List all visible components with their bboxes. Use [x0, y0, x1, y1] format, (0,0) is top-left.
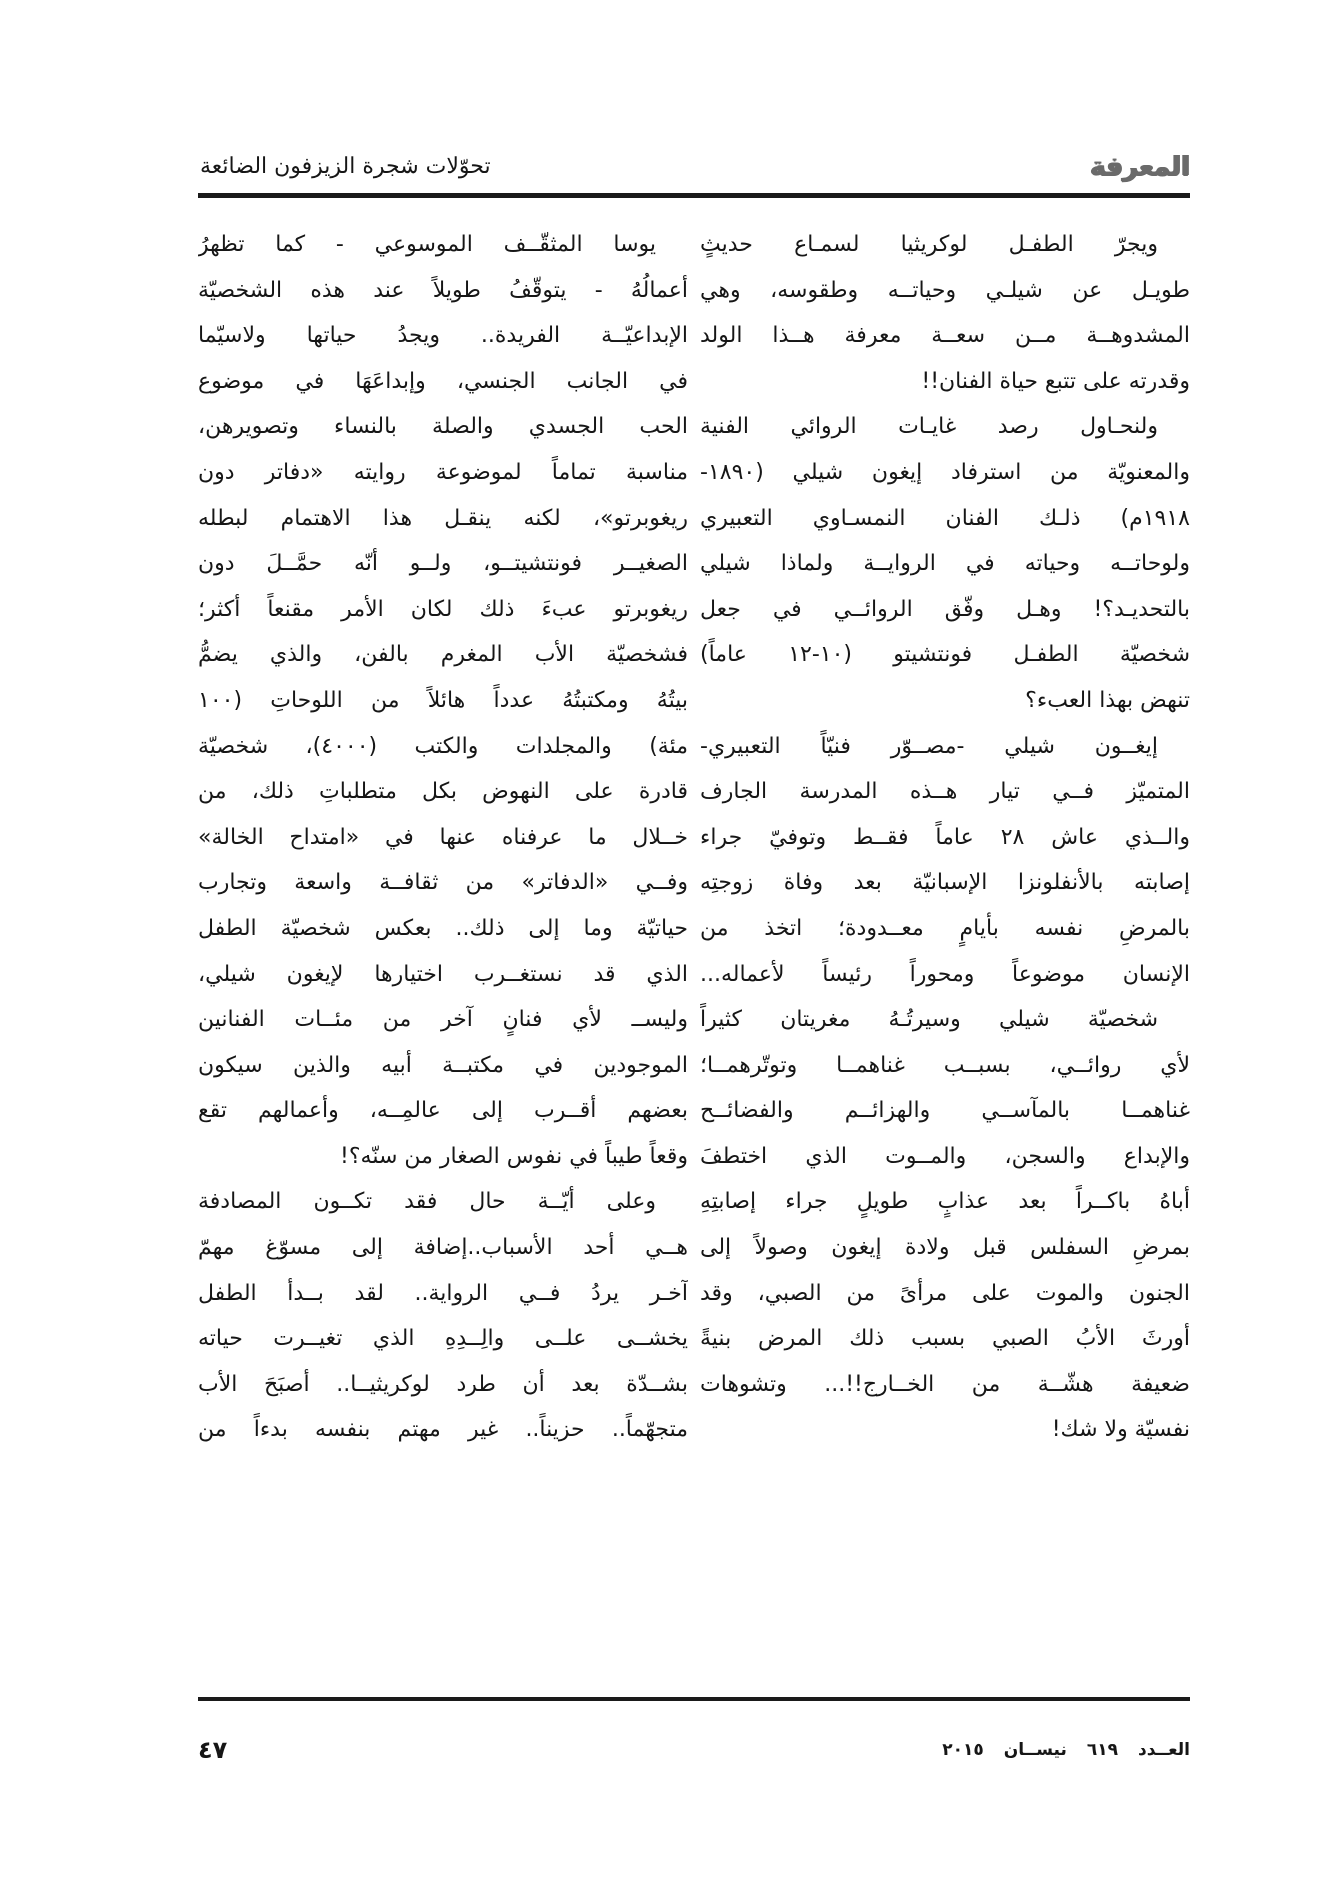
- text-line: وقعاً طيباً في نفوس الصغار من سنّه؟!: [340, 1143, 688, 1169]
- text-line: ريغوبرتو»، لكنه ينقـل هذا الاهتمام لبطله: [198, 505, 688, 531]
- text-line: يوسا المثقّــف الموسوعي - كما تظهرُ: [198, 232, 656, 257]
- magazine-logo: المعرفة: [1090, 152, 1190, 182]
- text-line: في الجانب الجنسي، وإبداعَهَا في موضوع: [198, 368, 688, 394]
- text-line: شخصيّة شيلي وسيرتُـهُ مغريتان كثيراً: [700, 1007, 1158, 1033]
- text-line: قادرة على النهوض بكل متطلباتِ ذلك، من: [198, 779, 688, 805]
- text-line: مئة) والمجلدات والكتب (٤٠٠٠)، شخصيّة: [198, 733, 688, 759]
- text-line: أورثَ الأبُ الصبي بسبب ذلك المرض بنيةً: [700, 1326, 1190, 1352]
- text-line: خــلال ما عرفناه عنها في «امتداح الخالة»: [198, 824, 688, 850]
- issue-info: [890, 1735, 1190, 1765]
- text-line: فشخصيّة الأب المغرم بالفن، والذي يضمُّ: [198, 642, 688, 668]
- text-line: بالمرضِ نفسه بأيامٍ معــدودة؛ اتخذ من: [700, 915, 1190, 941]
- text-line: ريغوبرتو عبءَ ذلك لكان الأمر مقنعاً أكثر؛: [198, 596, 688, 622]
- text-line: طويـل عن شيلـي وحياتــه وطقوسه، وهي: [700, 277, 1190, 303]
- text-line: والمعنويّة من استرفاد إيغون شيلي (١٨٩٠-: [700, 459, 1190, 485]
- text-line: بشــدّة بعد أن طرد لوكريثيــا.. أصبَحَ الأب: [198, 1371, 688, 1397]
- issue-month: نيســان: [1003, 1740, 1067, 1760]
- text-line: آخـر يردُ فــي الرواية.. لقد بــدأ الطفل: [198, 1280, 688, 1306]
- text-line: الذي قد نستغــرب اختيارها لإيغون شيلي،: [198, 961, 688, 987]
- footer-rule: [198, 1697, 1190, 1701]
- running-title: تحوّلات شجرة الزيزفون الضائعة: [200, 154, 491, 179]
- text-line: ضعيفة هشّــة من الخــارج!!... وتشوهات: [700, 1371, 1190, 1397]
- text-line: حياتيّة وما إلى ذلك.. بعكس شخصيّة الطفل: [198, 915, 688, 941]
- text-line: نفسيّة ولا شك!: [1051, 1417, 1190, 1443]
- text-line: ولنحـاول رصد غايـات الروائي الفنية: [700, 414, 1158, 440]
- text-line: وفــي «الدفاتر» من ثقافــة واسعة وتجارب: [198, 870, 688, 896]
- text-line: وقدرته على تتبع حياة الفنان!!: [921, 368, 1190, 394]
- text-line: الإنسان موضوعاً ومحوراً رئيساً لأعماله...: [700, 961, 1190, 987]
- text-line: تنهض بهذا العبء؟: [1025, 687, 1190, 713]
- text-line: بالتحديـد؟! وهـل وفّق الروائــي في جعل: [700, 596, 1190, 622]
- text-line: المتميّز فــي تيار هــذه المدرسة الجارف: [700, 779, 1190, 805]
- issue-year: ٢٠١٥: [942, 1740, 984, 1760]
- text-line: متجهّماً.. حزيناً.. غير مهتم بنفسه بدءاً من: [198, 1417, 688, 1443]
- text-line: يخشــى علــى والِــدِهِ الذي تغيــرت حياته: [198, 1326, 688, 1352]
- page-number: ٤٧: [198, 1736, 228, 1764]
- text-column-left: [198, 222, 688, 1692]
- text-line: إصابته بالأنفلونزا الإسبانيّة بعد وفاة زوجتِه: [700, 870, 1190, 896]
- text-line: وليســ لأي فنانٍ آخر من مئــات الفنانين: [198, 1007, 688, 1033]
- text-line: والــذي عاش ٢٨ عاماً فقــط وتوفيّ جراء: [700, 824, 1190, 850]
- text-line: أعمالُهُ - يتوقّفُ طويلاً عند هذه الشخصيّة: [198, 277, 688, 303]
- text-line: بمرضِ السفلس قبل ولادة إيغون وصولاً إلى: [700, 1235, 1190, 1261]
- text-line: الإبداعيّــة الفريدة.. ويجدُ حياتها ولاسيّما: [198, 323, 688, 349]
- text-line: شخصيّة الطفـل فونتشيتو (١٠-١٢ عاماً): [700, 642, 1190, 668]
- text-line: الحب الجسدي والصلة بالنساء وتصويرهن،: [198, 414, 688, 440]
- issue-label: العــدد: [1138, 1740, 1190, 1760]
- text-line: ولوحاتــه وحياته في الروايــة ولماذا شيلي: [700, 551, 1190, 577]
- text-line: أباهُ باكــراً بعد عذابٍ طويلٍ جراء إصابتِهِ: [700, 1189, 1190, 1215]
- text-line: الجنون والموت على مرأىً من الصبي، وقد: [700, 1280, 1190, 1306]
- text-line: وعلى أيّــة حال فقد تكــون المصادفة: [198, 1189, 656, 1215]
- text-column-right: [700, 222, 1190, 1692]
- text-line: مناسبة تماماً لموضوعة روايته «دفاتر دون: [198, 459, 688, 485]
- text-line: بيتُهُ ومكتبتُهُ عدداً هائلاً من اللوحاتِ (١٠٠: [198, 687, 688, 713]
- text-line: الصغيــر فونتشيتــو، ولــو أنّه حمَّــلَ دون: [198, 551, 688, 577]
- text-line: لأي روائــي، بسبــب غناهمــا وتوتّرهمــا؛: [700, 1052, 1190, 1078]
- text-line: بعضهم أقــرب إلى عالمِــه، وأعمالهم تقع: [198, 1098, 688, 1124]
- text-line: ويجرّ الطفـل لوكريثيا لسمـاع حديثٍ: [700, 232, 1158, 257]
- issue-number: ٦١٩: [1086, 1740, 1119, 1760]
- text-line: والإبداع والسجن، والمــوت الذي اختطفَ: [700, 1143, 1190, 1169]
- text-line: الموجودين في مكتبــة أبيه والذين سيكون: [198, 1052, 688, 1078]
- text-line: غناهمــا بالمآســي والهزائــم والفضائــح: [700, 1098, 1190, 1124]
- text-line: إيغــون شيلي -مصــوّر فنيّاً التعبيري-: [700, 733, 1158, 759]
- text-line: هــي أحد الأسباب..إضافة إلى مسوّغ مهمّ: [198, 1235, 688, 1261]
- text-line: المشدوهــة مــن سعــة معرفة هــذا الولد: [700, 323, 1190, 349]
- text-line: ١٩١٨م) ذلـك الفنان النمسـاوي التعبيري: [700, 505, 1190, 531]
- header-rule: [198, 193, 1190, 198]
